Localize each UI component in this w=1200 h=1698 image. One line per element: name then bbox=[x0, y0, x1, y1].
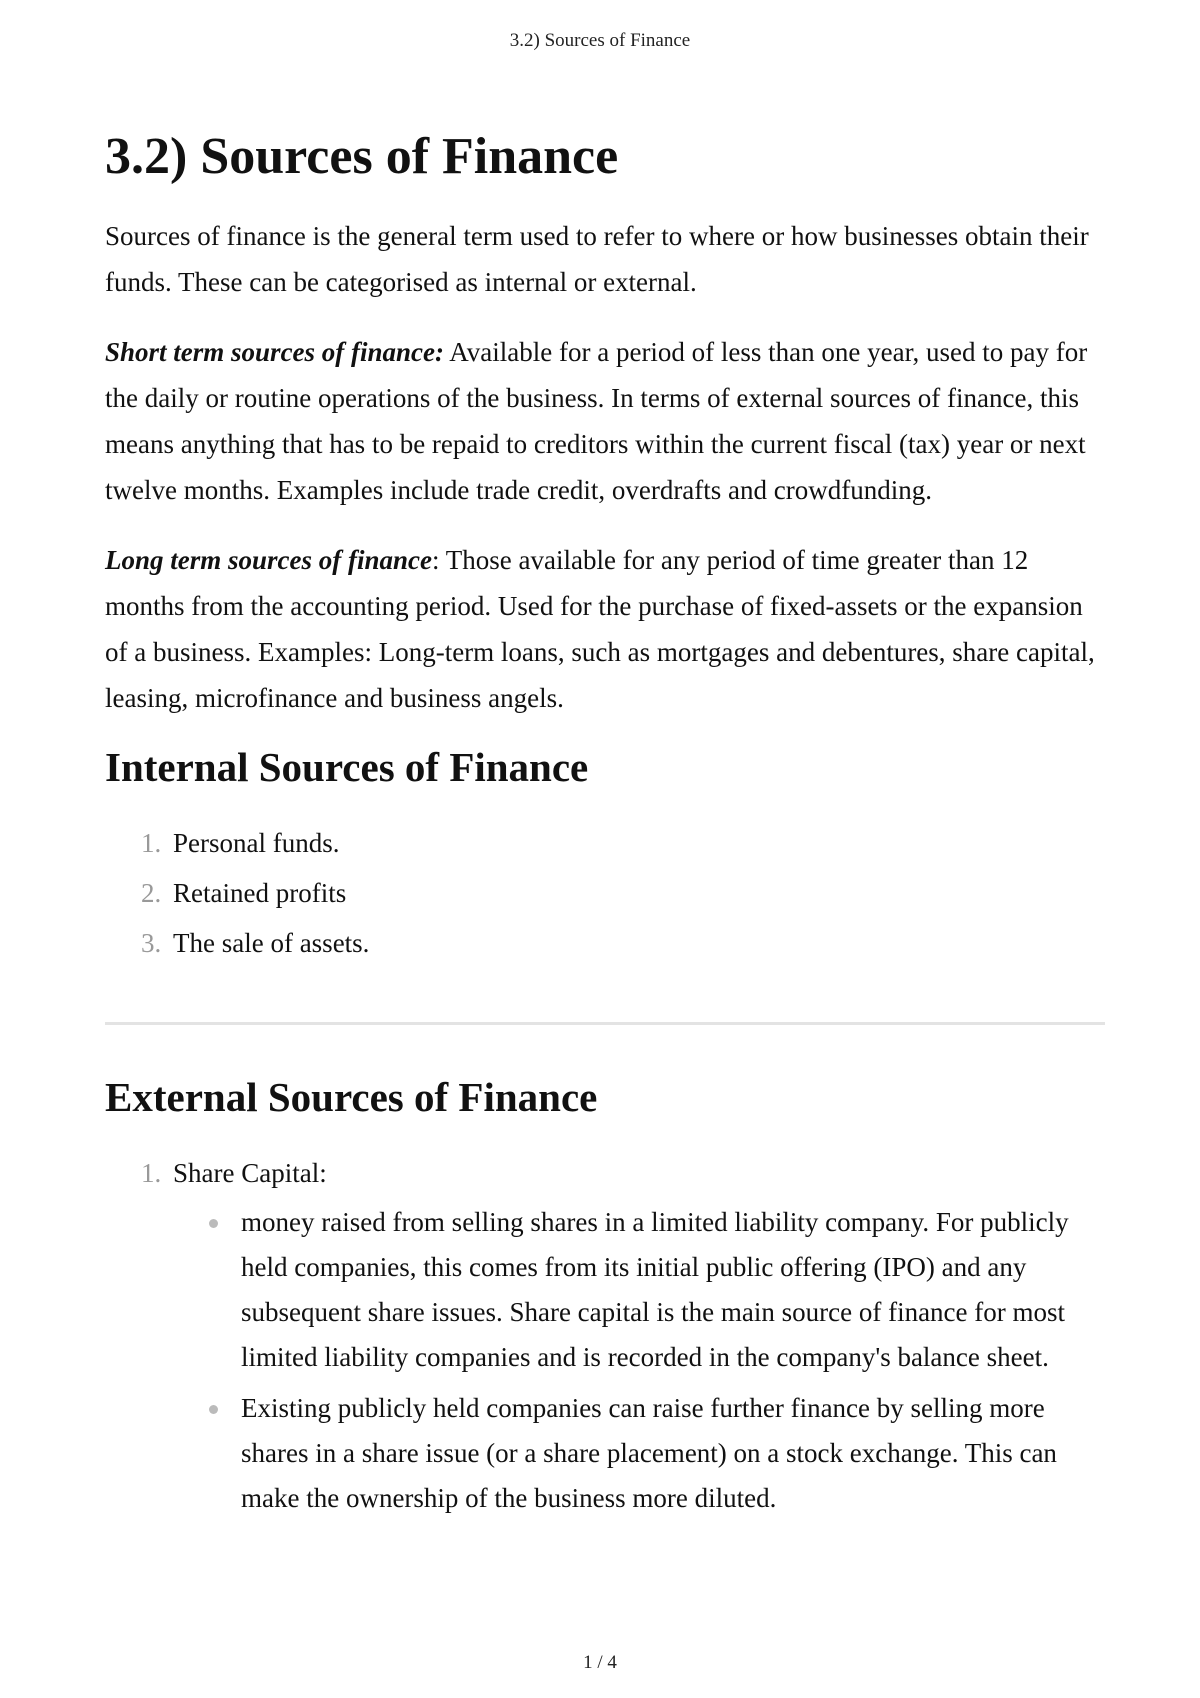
external-sources-heading: External Sources of Finance bbox=[105, 1074, 598, 1121]
bullet-dot-icon bbox=[209, 1219, 218, 1228]
short-term-paragraph bbox=[105, 329, 1105, 513]
short-term-label: Short term sources of finance: bbox=[105, 337, 445, 368]
long-term-text: : Those available for any period of time greater than 12 months from the accounting period. Used for the purchase of fixed-assets or the expansion of a business. Examples: Long-term loans, such as mortgages and debentures, share capital, leasing, microfinance and business angels. bbox=[105, 545, 1095, 714]
list-item bbox=[105, 1150, 1105, 1521]
external-sources-list bbox=[105, 1150, 1105, 1521]
list-item bbox=[105, 820, 1105, 866]
internal-sources-list bbox=[105, 820, 1105, 966]
page-indicator: 1 / 4 bbox=[583, 1652, 617, 1673]
list-number: 2. bbox=[141, 878, 162, 909]
long-term-label: Long term sources of finance bbox=[105, 545, 432, 576]
long-term-paragraph bbox=[105, 537, 1105, 721]
internal-sources-heading: Internal Sources of Finance bbox=[105, 744, 589, 791]
bullet-item bbox=[241, 1386, 1105, 1521]
list-number: 3. bbox=[141, 928, 162, 959]
running-header: 3.2) Sources of Finance bbox=[509, 30, 691, 51]
document-body bbox=[105, 120, 1105, 1527]
share-capital-bullets bbox=[241, 1200, 1105, 1521]
page-title: 3.2) Sources of Finance bbox=[105, 128, 619, 185]
bullet-dot-icon bbox=[209, 1405, 218, 1414]
list-item-text: Personal funds. bbox=[173, 828, 340, 859]
intro-paragraph: Sources of finance is the general term used to refer to where or how businesses obtain their funds. These can be categorised as internal or external. bbox=[105, 221, 1089, 298]
short-term-text: Available for a period of less than one year, used to pay for the daily or routine operations of the business. In terms of external sources of finance, this means anything that has to be repaid to creditors within the current fiscal (tax) year or next twelve months. Examples include trade credit, overdrafts and crowdfunding. bbox=[105, 337, 1088, 506]
bullet-text: Existing publicly held companies can raise further finance by selling more shares in a share issue (or a share placement) on a stock exchange. This can make the ownership of the business more diluted. bbox=[241, 1393, 1057, 1514]
list-item bbox=[105, 920, 1105, 966]
list-item-text: Share Capital: bbox=[173, 1158, 327, 1189]
bullet-text: money raised from selling shares in a limited liability company. For publicly held companies, this comes from its initial public offering (IPO) and any subsequent share issues. Share capital is the main source of finance for most limited liability companies and is recorded in the company's balance sheet. bbox=[241, 1207, 1069, 1373]
list-item bbox=[105, 870, 1105, 916]
section-divider bbox=[105, 1022, 1105, 1025]
bullet-item bbox=[241, 1200, 1105, 1380]
list-item-text: The sale of assets. bbox=[173, 928, 370, 959]
list-number: 1. bbox=[141, 1158, 162, 1189]
list-number: 1. bbox=[141, 828, 162, 859]
list-item-text: Retained profits bbox=[173, 878, 347, 909]
